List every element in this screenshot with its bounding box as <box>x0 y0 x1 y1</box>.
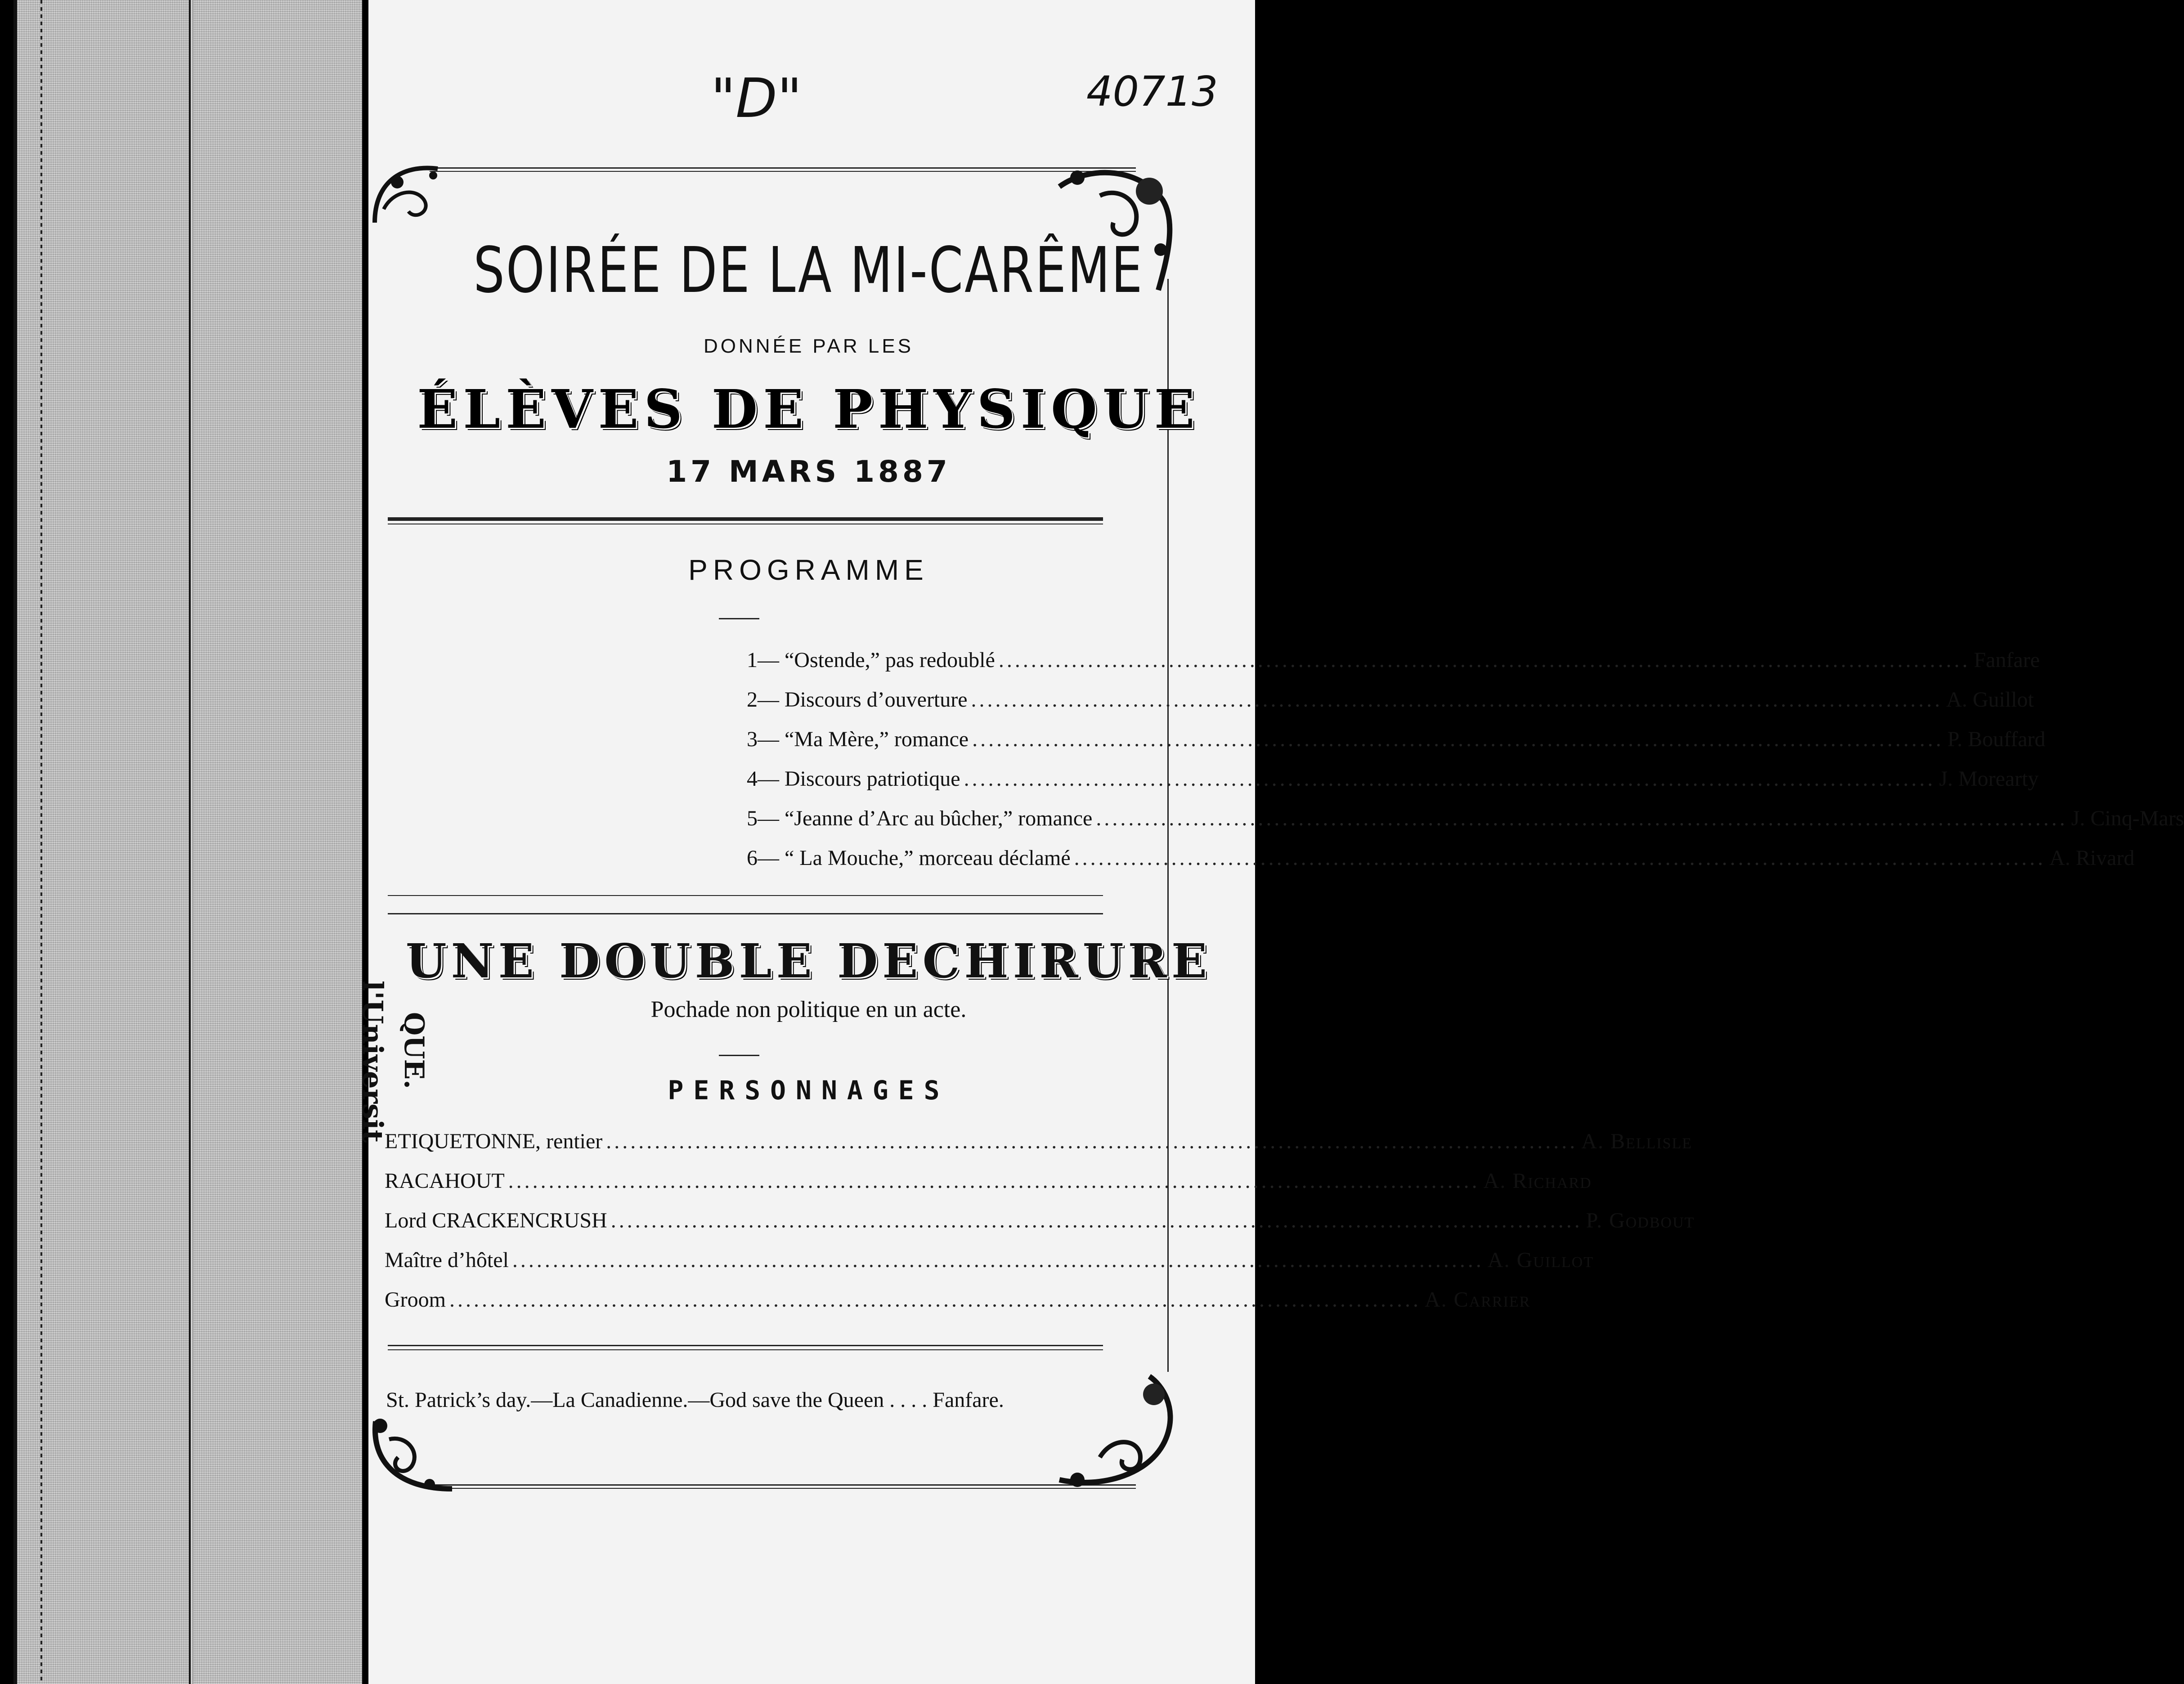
library-stamp <box>398 1012 430 1089</box>
item-piece: — “ La Mouche,” morceau déclamé <box>758 846 1071 870</box>
item-performer: A. Rivard <box>2049 846 2135 870</box>
programme-item <box>747 846 2135 870</box>
cast-role: ETIQUETONNE, rentier <box>385 1129 603 1153</box>
cast-role: RACAHOUT <box>385 1169 505 1193</box>
divider-thick <box>388 517 1103 521</box>
frame-bottom <box>430 1484 1136 1486</box>
play-title: UNE DOUBLE DECHIRURE <box>405 933 1212 989</box>
leader-dots: ........................................................................................................................ <box>449 1288 1421 1312</box>
item-piece: — “Ostende,” pas redoublé <box>758 648 995 672</box>
item-performer: J. Cinq-Mars <box>2071 806 2184 830</box>
program-page <box>356 0 2184 1684</box>
frame-top-inner <box>430 171 1136 172</box>
item-performer: Fanfare <box>1973 648 2040 672</box>
group-name: ÉLÈVES DE PHYSIQUE <box>417 378 1200 440</box>
handwritten-mark: "D" <box>711 67 802 130</box>
item-number: 3 <box>747 727 758 751</box>
short-rule <box>719 618 759 619</box>
leader-dots: ........................................................................................................................ <box>998 648 1970 672</box>
cast-role: Maître d’hôtel <box>385 1248 509 1272</box>
scan-border-right <box>1255 0 1265 1684</box>
cast-role: Groom <box>385 1288 446 1312</box>
event-date: 17 MARS 1887 <box>666 454 951 489</box>
cast-actor: P. Godbout <box>1586 1209 1695 1232</box>
binding-edge <box>13 0 17 1684</box>
play-subtitle: Pochade non politique en un acte. <box>650 997 967 1022</box>
cloth-binding <box>13 0 362 1684</box>
given-by-line: DONNÉE PAR LES <box>703 335 914 357</box>
leader-dots: ........................................................................................................................ <box>972 727 1944 751</box>
frame-top <box>430 167 1136 169</box>
cast-item <box>385 1208 1695 1233</box>
programme-item <box>747 727 2045 752</box>
cast-item <box>385 1287 1531 1312</box>
leader-dots: ........................................................................................................................ <box>610 1209 1583 1232</box>
cast-item <box>385 1248 1594 1272</box>
cast-actor: A. Richard <box>1483 1169 1592 1193</box>
corner-ornament-bottom-right <box>1050 1367 1181 1498</box>
programme-item <box>747 648 2040 672</box>
event-title: SOIRÉE DE LA MI-CARÊME <box>473 234 1144 307</box>
programme-item <box>747 806 2184 831</box>
cast-item <box>385 1169 1592 1193</box>
item-performer: J. Morearty <box>1939 767 2039 791</box>
cast-actor: A. Carrier <box>1424 1288 1531 1312</box>
item-performer: P. Bouffard <box>1947 727 2045 751</box>
closing-line: St. Patrick’s day.—La Canadienne.—God save the Queen . . . . Fanfare. <box>386 1388 1004 1412</box>
leader-dots: ........................................................................................................................ <box>964 767 1936 791</box>
scan-border-left <box>0 0 13 1684</box>
stamp-text: l'Universit <box>356 981 389 1143</box>
item-number: 1 <box>747 648 758 672</box>
corner-ornament-top-left <box>366 155 447 236</box>
cast-role: Lord CRACKENCRUSH <box>385 1209 607 1232</box>
leader-dots: ........................................................................................................................ <box>971 688 1943 712</box>
leader-dots: ........................................................................................................................ <box>606 1129 1578 1153</box>
item-number: 2 <box>747 688 758 712</box>
library-stamp <box>356 981 389 1142</box>
item-performer: A. Guillot <box>1946 688 2034 712</box>
item-piece: — “Jeanne d’Arc au bûcher,” romance <box>758 806 1093 830</box>
cast-actor: A. Guillot <box>1487 1248 1594 1272</box>
leader-dots: ........................................................................................................................ <box>512 1248 1484 1272</box>
item-number: 4 <box>747 767 758 791</box>
frame-bottom-inner <box>430 1488 1136 1489</box>
short-rule <box>719 1055 759 1056</box>
item-piece: — “Ma Mère,” romance <box>758 727 969 751</box>
handwritten-catalog-number: 40713 <box>1086 67 1218 116</box>
item-piece: — Discours d’ouverture <box>758 688 968 712</box>
cast-item <box>385 1129 1693 1154</box>
binding-stitch <box>40 0 42 1684</box>
programme-item <box>747 687 2034 712</box>
corner-ornament-bottom-left <box>362 1412 466 1502</box>
cast-actor: A. Bellisle <box>1581 1129 1693 1153</box>
item-number: 5 <box>747 806 758 830</box>
programme-heading: PROGRAMME <box>688 554 929 586</box>
leader-dots: ........................................................................................................................ <box>508 1169 1480 1193</box>
item-number: 6 <box>747 846 758 870</box>
stamp-text: QUE. <box>398 1012 430 1089</box>
item-piece: — Discours patriotique <box>758 767 960 791</box>
leader-dots: ........................................................................................................................ <box>1074 846 2046 870</box>
cast-heading: PERSONNAGES <box>668 1075 950 1106</box>
divider <box>388 1349 1103 1350</box>
programme-item <box>747 766 2039 791</box>
leader-dots: ........................................................................................................................ <box>1096 806 2068 830</box>
divider <box>388 895 1103 896</box>
divider <box>388 1345 1103 1346</box>
divider <box>388 913 1103 914</box>
binding-edge <box>189 0 191 1684</box>
